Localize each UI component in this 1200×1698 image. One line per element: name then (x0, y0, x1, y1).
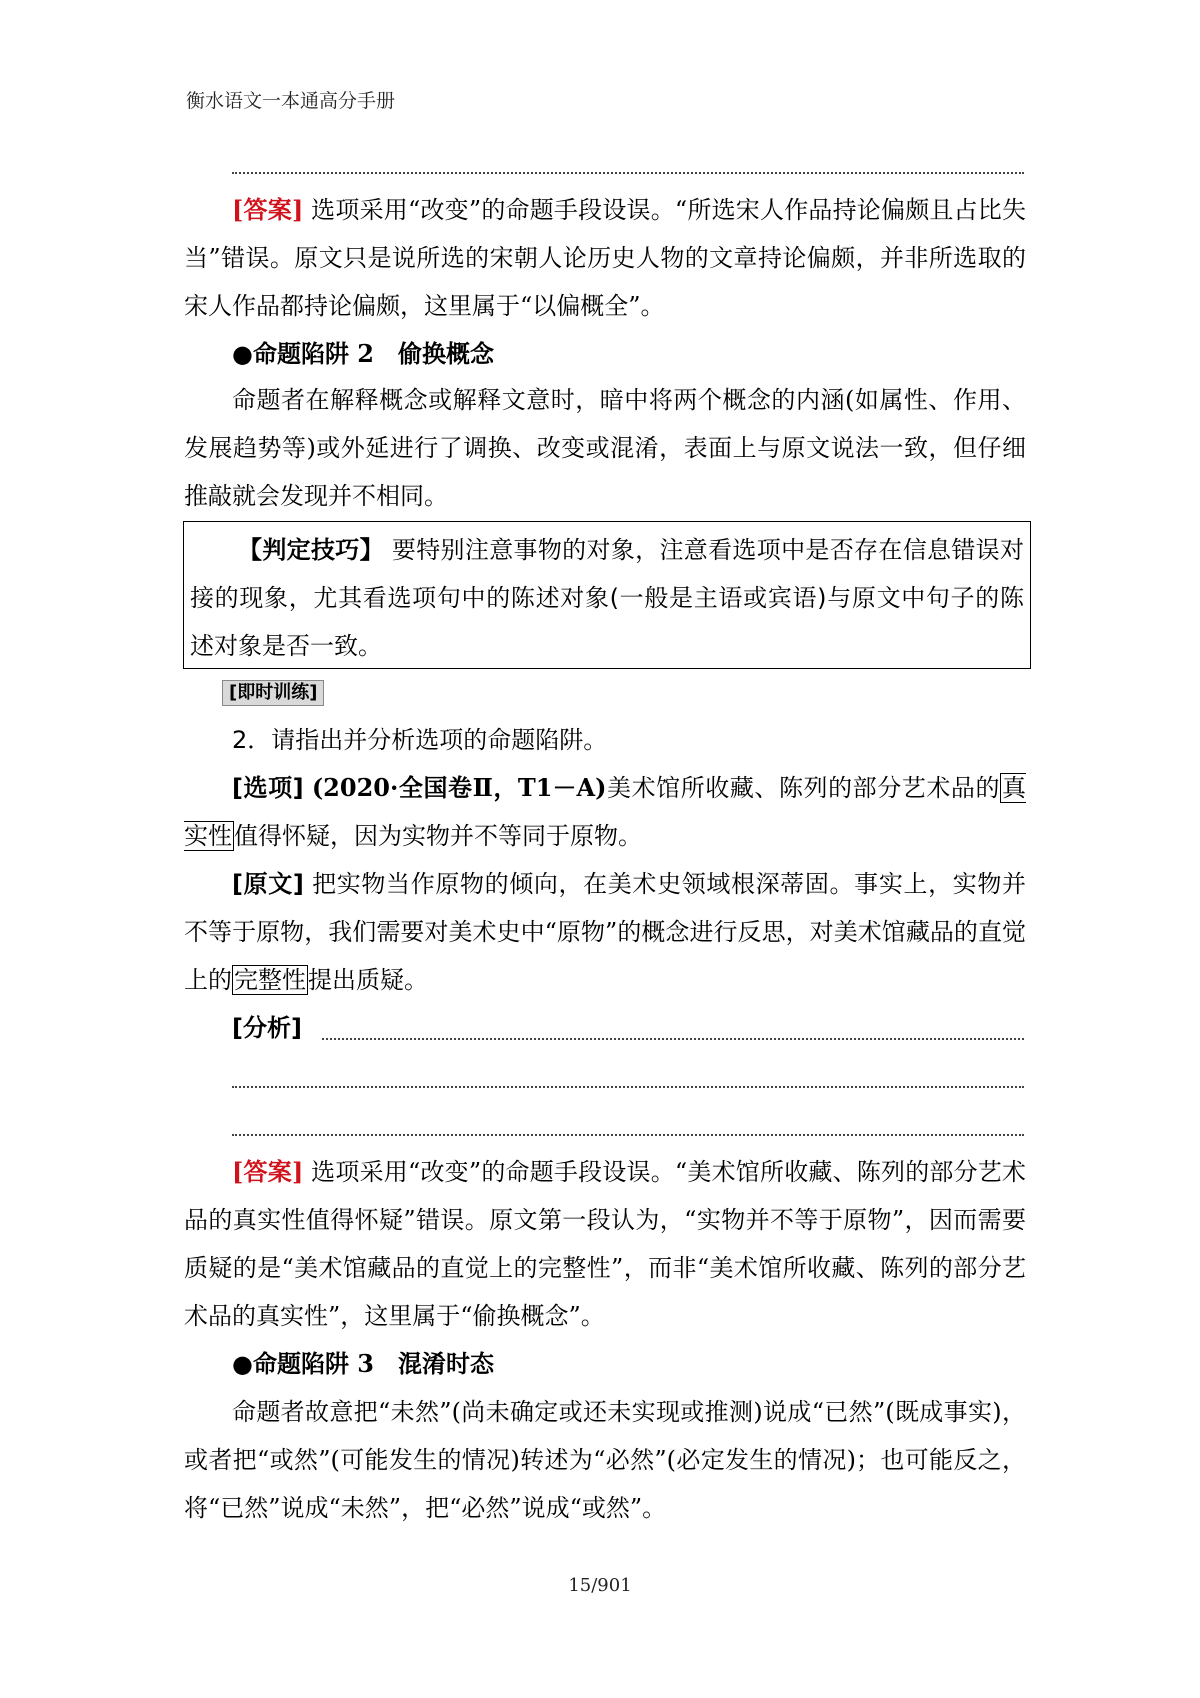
training-label-text: 即时训练 (237, 682, 310, 703)
original-label: [原文] (232, 870, 304, 898)
answer-label-2: [答案] (232, 1157, 304, 1186)
original-highlight: 完整性 (234, 966, 306, 994)
option-text-after: 值得怀疑，因为实物并不等同于原物。 (234, 822, 642, 850)
original-text-before: 把实物当作原物的倾向，在美术史领域根深蒂固。事实上，实物并不等于原物，我们需要对美术史中“原物”的概念进行反思，对美术馆藏品的直觉上的 (184, 870, 1027, 994)
analysis-label: [分析] (232, 1014, 302, 1042)
training-label: [即时训练] (222, 680, 324, 706)
trap3-description: 命题者故意把“未然”(尚未确定或还未实现或推测)说成“已然”(既成事实)，或者把“或然”(可能发生的情况)转述为“必然”(必定发生的情况)；也可能反之，将“已然”说成“未然”，把“必然”说成“或然”。 (184, 1398, 1026, 1522)
tip-text: 要特别注意事物的对象，注意看选项中是否存在信息错误对接的现象，尤其看选项句中的陈述对象(一般是主语或宾语)与原文中句子的陈述对象是否一致。 (190, 536, 1024, 660)
option-text-before: 美术馆所收藏、陈列的部分艺术品的 (606, 774, 1001, 802)
page-number: 15/901 (568, 1575, 632, 1596)
answer-text-2: 选项采用“改变”的命题手段设误。“美术馆所收藏、陈列的部分艺术品的真实性值得怀疑”错误。原文第一段认为，“实物并不等于原物”，因而需要质疑的是“美术馆藏品的直觉上的完整性”，而非“美术馆所收藏、陈列的部分艺术品的真实性”，这里属于“偷换概念”。 (184, 1158, 1027, 1330)
analysis-line-2[interactable] (232, 1086, 1024, 1088)
option-label: [选项] (232, 774, 304, 802)
original-text-after: 提出质疑。 (308, 966, 428, 994)
option-highlight: 真实性 (184, 774, 1027, 850)
trap2-heading: ●命题陷阱 2 偷换概念 (232, 339, 494, 368)
answer-paragraph-1 (184, 186, 1026, 330)
answer-paragraph-2 (184, 1148, 1026, 1340)
original-paragraph (184, 860, 1026, 1004)
training-question: 2．请指出并分析选项的命题陷阱。 (232, 726, 608, 754)
answer-text: 选项采用“改变”的命题手段设误。“所选宋人作品持论偏颇且占比失当”错误。原文只是说所选的宋朝人论历史人物的文章持论偏颇，并非所选取的宋人作品都持论偏颇，这里属于“以偏概全”。 (184, 196, 1027, 320)
answer-label: [答案] (232, 195, 304, 224)
analysis-line-1[interactable] (322, 1038, 1024, 1040)
analysis-line-3[interactable] (232, 1134, 1024, 1136)
option-source: (2020·全国卷Ⅱ，T1－A) (311, 773, 607, 802)
trap3-heading: ●命题陷阱 3 混淆时态 (232, 1349, 494, 1378)
page-header: 衡水语文一本通高分手册 (186, 90, 396, 112)
dotted-line (232, 172, 1024, 174)
trap2-description: 命题者在解释概念或解释文意时，暗中将两个概念的内涵(如属性、作用、发展趋势等)或外延进行了调换、改变或混淆，表面上与原文说法一致，但仔细推敲就会发现并不相同。 (184, 386, 1026, 510)
tip-label: 【判定技巧】 (238, 536, 384, 564)
option-paragraph (184, 764, 1026, 860)
tip-box (183, 521, 1031, 669)
